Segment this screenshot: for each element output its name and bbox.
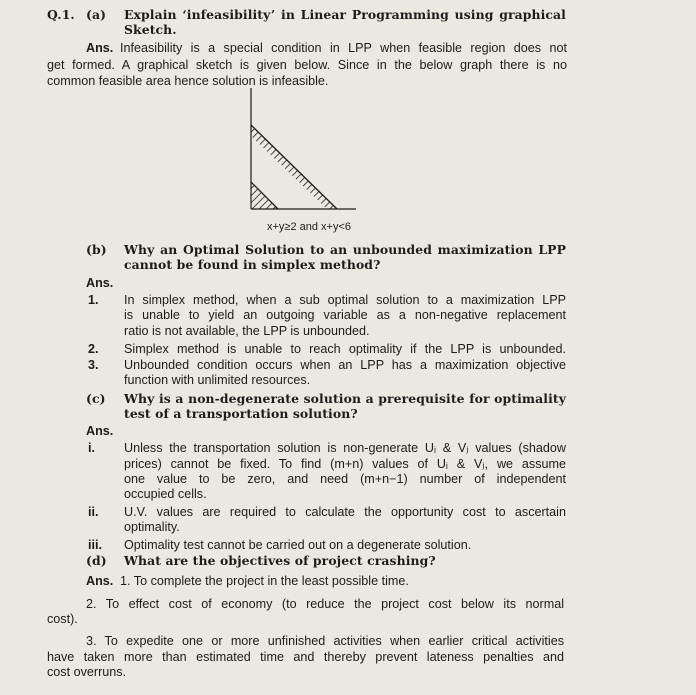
part-a-answer-line2: get formed. A graphical sketch is given below. Since in the below graph there is no bbox=[47, 58, 567, 72]
part-a-answer-line3: common feasible area hence solution is infeasible. bbox=[47, 74, 329, 88]
part-a-question-line1: Explain ‘infeasibility’ in Linear Programming using graphical bbox=[124, 7, 566, 22]
part-c-point-iii-line1: Optimality test cannot be carried out on a degenerate solution. bbox=[124, 538, 472, 552]
question-number: Q.1. bbox=[47, 7, 75, 22]
part-b-point1-line3: ratio is not available, the LPP is unbounded. bbox=[124, 324, 370, 338]
part-b-point2-num: 2. bbox=[88, 342, 99, 356]
part-c-marker: (c) bbox=[86, 391, 106, 406]
part-c-point-i-num: i. bbox=[88, 441, 95, 455]
part-b-point3-line2: function with unlimited resources. bbox=[124, 373, 311, 387]
part-d-ans-label: Ans. bbox=[86, 574, 114, 588]
part-c-point-iii-num: iii. bbox=[88, 538, 102, 552]
part-a-answer-line1: Infeasibility is a special condition in LPP when feasible region does not bbox=[120, 41, 567, 55]
part-c-point-ii-line1: U.V. values are required to calculate the opportunity cost to ascertain bbox=[124, 505, 566, 519]
part-d-marker: (d) bbox=[86, 553, 107, 568]
part-d-objective-1: 1. To complete the project in the least possible time. bbox=[120, 574, 409, 588]
part-a-question-line2: Sketch. bbox=[124, 22, 177, 37]
part-c-question-line1: Why is a non-degenerate solution a prerequisite for optimality bbox=[124, 391, 566, 406]
part-a-ans-label: Ans. bbox=[86, 41, 114, 55]
part-c-ans-label: Ans. bbox=[86, 424, 114, 438]
part-c-point-ii-num: ii. bbox=[88, 505, 99, 519]
part-b-point1-line1: In simplex method, when a sub optimal solution to a maximization LPP bbox=[124, 293, 566, 307]
infeasibility-graph bbox=[240, 86, 360, 214]
part-b-question-line1: Why an Optimal Solution to an unbounded maximization LPP bbox=[124, 242, 566, 257]
graph-caption: x+y≥2 and x+y<6 bbox=[267, 221, 352, 233]
part-b-point1-line2: is unable to yield an outgoing variable as a non-negative replacement bbox=[124, 308, 566, 322]
part-d-question: What are the objectives of project crashing? bbox=[124, 553, 436, 568]
part-d-objective-3-line2: have taken more than estimated time and thereby prevent lateness penalties and bbox=[47, 650, 564, 664]
part-c-point-i-line3: one value to be zero, and need (m+n−1) number of independent bbox=[124, 472, 566, 486]
part-b-ans-label: Ans. bbox=[86, 276, 114, 290]
part-d-objective-2-line2: cost). bbox=[47, 612, 78, 626]
part-c-point-ii-line2: optimality. bbox=[124, 520, 180, 534]
part-c-point-i-line1: Unless the transportation solution is non-generate Uᵢ & Vⱼ values (shadow bbox=[124, 441, 566, 455]
part-b-point2-line1: Simplex method is unable to reach optimality if the LPP is unbounded. bbox=[124, 342, 566, 356]
part-d-objective-3-line3: cost overruns. bbox=[47, 665, 127, 679]
part-c-point-i-line4: occupied cells. bbox=[124, 487, 207, 501]
part-b-point3-line1: Unbounded condition occurs when an LPP has a maximization objective bbox=[124, 358, 566, 372]
part-c-point-i-line2: prices) cannot be fixed. To find (m+n) values of Uᵢ & Vⱼ, we assume bbox=[124, 457, 566, 471]
part-a-marker: (a) bbox=[86, 7, 107, 22]
part-d-objective-3-line1: 3. To expedite one or more unfinished activities when earlier critical activities bbox=[86, 634, 564, 648]
part-b-marker: (b) bbox=[86, 242, 107, 257]
part-d-objective-2-line1: 2. To effect cost of economy (to reduce the project cost below its normal bbox=[86, 597, 564, 611]
part-b-question-line2: cannot be found in simplex method? bbox=[124, 257, 381, 272]
part-b-point1-num: 1. bbox=[88, 293, 99, 307]
part-b-point3-num: 3. bbox=[88, 358, 99, 372]
part-c-question-line2: test of a transportation solution? bbox=[124, 406, 358, 421]
